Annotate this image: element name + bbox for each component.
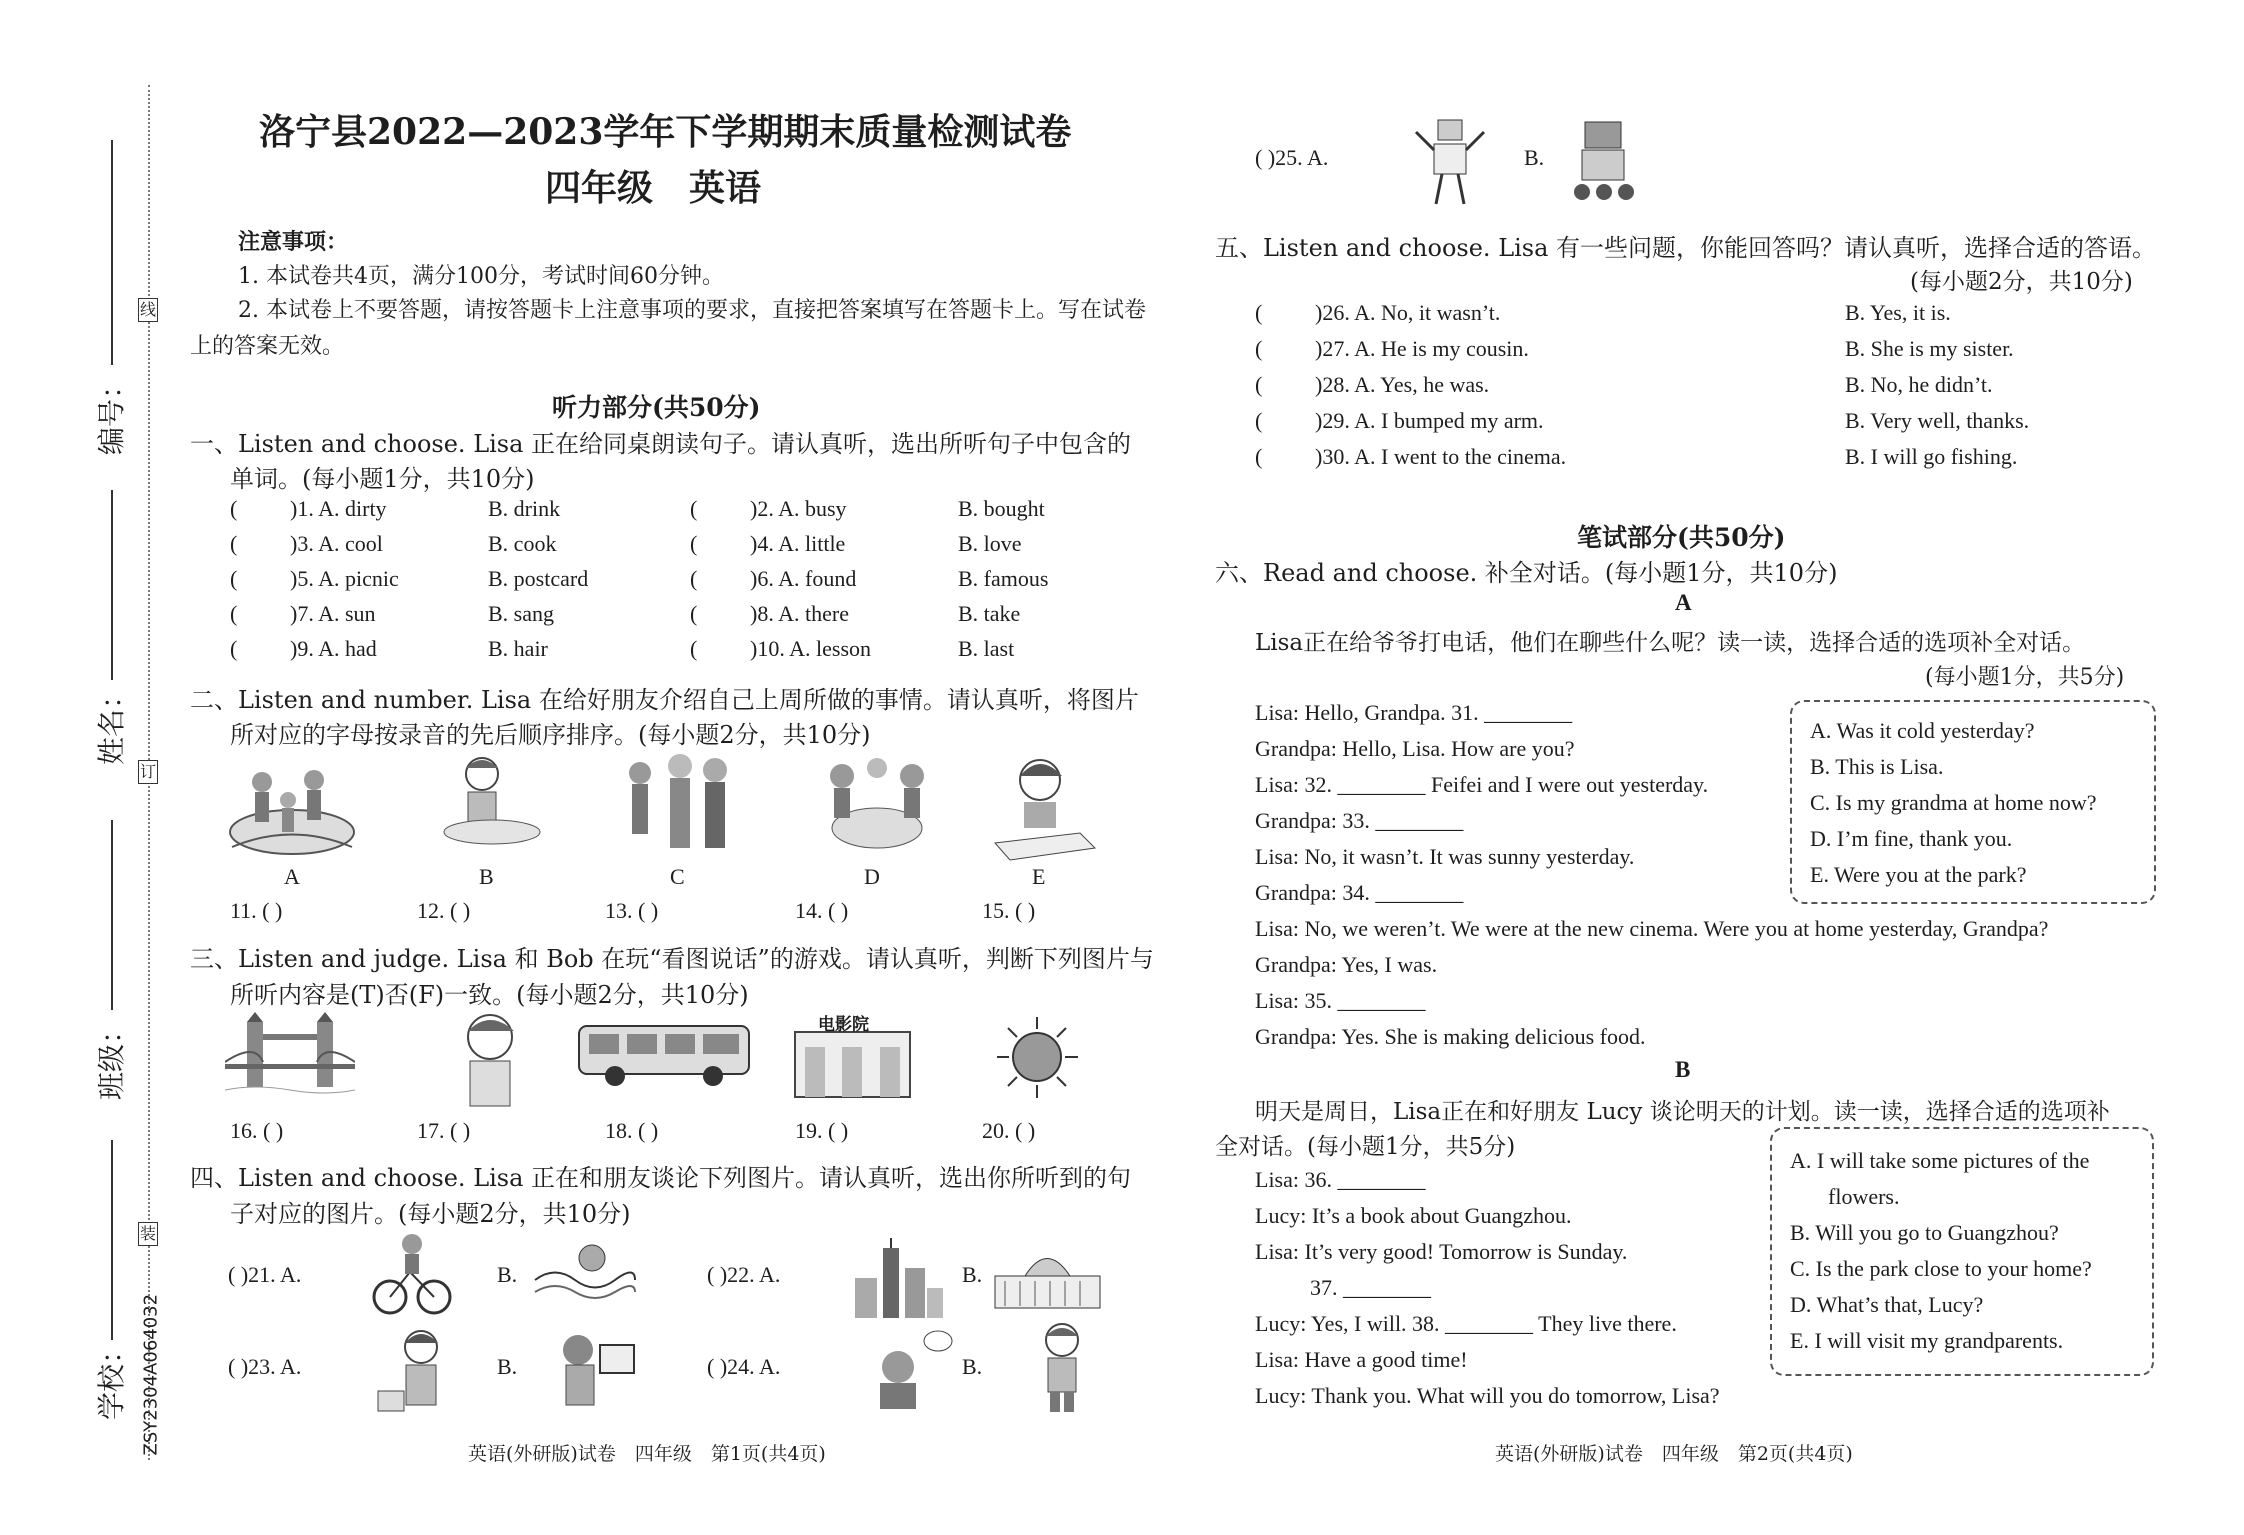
robot-wheels-illustration (1560, 118, 1650, 203)
paper-code: ZSY2304A064032 (140, 1293, 162, 1456)
girl-bag-illustration (376, 1325, 466, 1415)
s5-cell: B. She is my sister. (1845, 336, 2014, 361)
s2-answer-slot: 12. ( ) (417, 898, 471, 923)
sun-illustration (995, 1015, 1080, 1100)
dialogue-line: Grandpa: Yes. She is making delicious food. (1255, 1024, 1646, 1049)
dialogue-line: Lisa: Hello, Grandpa. 31. ________ (1255, 700, 1573, 725)
s1-cell: B. hair (488, 636, 548, 661)
dialogue-line: Lisa: It’s very good! Tomorrow is Sunday. (1255, 1239, 1628, 1264)
s2-answer-slot: 13. ( ) (605, 898, 659, 923)
s1-cell: B. sang (488, 601, 554, 626)
option-item: flowers. (1828, 1184, 1900, 1209)
option-item: C. Is my grandma at home now? (1810, 790, 2097, 815)
s1-cell: ( (690, 531, 698, 556)
q23-prefix: ( )23. A. (228, 1354, 302, 1379)
mark-line: 线 (138, 298, 158, 322)
class-label: 班级： (95, 1015, 128, 1100)
s1-cell: B. famous (958, 566, 1049, 591)
q22-b: B. (962, 1262, 983, 1287)
s1-cell: )6. A. found (750, 566, 857, 591)
capitol-building-illustration (990, 1236, 1105, 1311)
dialogue-line: Lisa: No, it wasn’t. It was sunny yesterday. (1255, 844, 1635, 869)
s2-instruction: 二、Listen and number. Lisa 在给好朋友介绍自己上周所做的事情。请认真听，将图片 (190, 686, 1139, 714)
s1-cell: ( (230, 566, 238, 591)
boy-thinking-illustration (860, 1325, 955, 1410)
girl-tv-illustration (548, 1325, 638, 1417)
s1-cell: ( (230, 531, 238, 556)
s2-answer-slot: 14. ( ) (795, 898, 849, 923)
option-item: C. Is the park close to your home? (1790, 1256, 2092, 1281)
q21-b: B. (497, 1262, 518, 1287)
s5-cell: B. Very well, thanks. (1845, 408, 2030, 433)
picnic-illustration (222, 752, 362, 862)
mark-order: 订 (138, 760, 158, 784)
s5-cell: ( (1255, 336, 1263, 361)
s2-picture-letter: A (284, 864, 300, 889)
children-playing-illustration (812, 748, 942, 868)
name-line (111, 490, 113, 680)
page-subtitle: 四年级 英语 (545, 167, 762, 209)
girl-writing-illustration (990, 748, 1100, 863)
bus-illustration (577, 1020, 752, 1090)
s5-cell: B. No, he didn’t. (1845, 372, 1993, 397)
s1-cell: ( (690, 601, 698, 626)
s2-picture-letter: E (1032, 864, 1046, 889)
footer-page-2: 英语(外研版)试卷 四年级 第2页(共4页) (1495, 1443, 1853, 1465)
name-label: 姓名： (95, 680, 128, 765)
s1-cell: B. bought (958, 496, 1045, 521)
dialogue-line: Lisa: 32. ________ Feifei and I were out yesterday. (1255, 772, 1709, 797)
family-illustration (610, 748, 740, 868)
dialogue-line: Grandpa: Yes, I was. (1255, 952, 1438, 977)
s1-instruction-2: 单词。(每小题1分，共10分) (230, 465, 535, 493)
s4-instruction: 四、Listen and choose. Lisa 正在和朋友谈论下列图片。请认真听，选出你所听到的句 (190, 1164, 1132, 1192)
s3-instruction-2: 所听内容是(T)否(F)一致。(每小题2分，共10分) (230, 981, 749, 1009)
s1-cell: )9. A. had (290, 636, 377, 661)
dialogue-line: Grandpa: 33. ________ (1255, 808, 1464, 833)
s5-cell: )29. A. I bumped my arm. (1315, 408, 1544, 433)
s2-instruction-2: 所对应的字母按录音的先后顺序排序。(每小题2分，共10分) (230, 721, 871, 749)
girl-painting-illustration (432, 752, 552, 852)
s3-answer-slot: 18. ( ) (605, 1118, 659, 1143)
listening-title: 听力部分(共50分) (552, 393, 761, 422)
s5-cell: )27. A. He is my cousin. (1315, 336, 1529, 361)
option-item: D. What’s that, Lucy? (1790, 1292, 1984, 1317)
q24-b: B. (962, 1354, 983, 1379)
s1-cell: ( (230, 601, 238, 626)
robot-dancing-illustration (1410, 112, 1490, 207)
q24-prefix: ( )24. A. (707, 1354, 781, 1379)
s1-cell: )10. A. lesson (750, 636, 871, 661)
swimming-illustration (530, 1240, 640, 1305)
option-item: B. This is Lisa. (1810, 754, 1944, 779)
page-title: 洛宁县2022—2023学年下学期期末质量检测试卷 (259, 111, 1072, 153)
s3-answer-slot: 17. ( ) (417, 1118, 471, 1143)
notice-item-1: 1. 本试卷共4页，满分100分，考试时间60分钟。 (238, 264, 724, 289)
writing-title: 笔试部分(共50分) (1577, 523, 1786, 552)
s1-cell: ( (230, 636, 238, 661)
s1-cell: )4. A. little (750, 531, 846, 556)
dialogue-line: Grandpa: 34. ________ (1255, 880, 1464, 905)
s1-instruction: 一、Listen and choose. Lisa 正在给同桌朗读句子。请认真听，选出所听句子中包含的 (190, 430, 1132, 458)
option-item: D. I’m fine, thank you. (1810, 826, 2013, 851)
s1-cell: B. love (958, 531, 1022, 556)
q22-prefix: ( )22. A. (707, 1262, 781, 1287)
s5-cell: )28. A. Yes, he was. (1315, 372, 1490, 397)
option-item: E. Were you at the park? (1810, 862, 2027, 887)
dialogue-line: Lisa: No, we weren’t. We were at the new cinema. Were you at home yesterday, Grandpa? (1255, 916, 2049, 941)
s1-cell: B. postcard (488, 566, 589, 591)
s1-cell: B. take (958, 601, 1021, 626)
q21-prefix: ( )21. A. (228, 1262, 302, 1287)
s1-cell: ( (690, 636, 698, 661)
s2-answer-slot: 15. ( ) (982, 898, 1036, 923)
s3-answer-slot: 20. ( ) (982, 1118, 1036, 1143)
s5-cell: )26. A. No, it wasn’t. (1315, 300, 1501, 325)
s1-cell: ( (690, 566, 698, 591)
s6-instruction: 六、Read and choose. 补全对话。(每小题1分，共10分) (1215, 559, 1838, 587)
s1-cell: )3. A. cool (290, 531, 383, 556)
s2-answer-slot: 11. ( ) (230, 898, 283, 923)
s6-part-b-label: B (1675, 1057, 1691, 1082)
boy-hurt-illustration (440, 1005, 550, 1115)
s2-picture-letter: C (670, 864, 685, 889)
s1-cell: )5. A. picnic (290, 566, 399, 591)
s5-cell: B. Yes, it is. (1845, 300, 1951, 325)
s5-cell: ( (1255, 372, 1263, 397)
s3-answer-slot: 16. ( ) (230, 1118, 284, 1143)
dialogue-line: Lisa: 36. ________ (1255, 1167, 1426, 1192)
footer-page-1: 英语(外研版)试卷 四年级 第1页(共4页) (468, 1443, 826, 1465)
s1-cell: ( (230, 496, 238, 521)
s1-cell: B. drink (488, 496, 561, 521)
s5-cell: ( (1255, 444, 1263, 469)
s3-answer-slot: 19. ( ) (795, 1118, 849, 1143)
class-line (111, 820, 113, 1010)
option-item: A. Was it cold yesterday? (1810, 718, 2035, 743)
s3-instruction: 三、Listen and judge. Lisa 和 Bob 在玩“看图说话”的游戏。请认真听，判断下列图片与 (190, 945, 1154, 973)
q23-b: B. (497, 1354, 518, 1379)
s5-instruction: 五、Listen and choose. Lisa 有一些问题，你能回答吗？请认真听，选择合适的答语。 (1215, 234, 2157, 262)
s5-score: (每小题2分，共10分) (1910, 269, 2133, 295)
tower-bridge-illustration (225, 1012, 355, 1097)
notice-heading: 注意事项： (238, 229, 349, 255)
s1-cell: B. last (958, 636, 1015, 661)
q25-prefix: ( )25. A. (1255, 145, 1329, 170)
s6-part-a-label: A (1675, 590, 1692, 615)
s1-cell: )1. A. dirty (290, 496, 387, 521)
s5-cell: )30. A. I went to the cinema. (1315, 444, 1567, 469)
cinema-sign: 电影院 (818, 1015, 869, 1035)
s1-cell: ( (690, 496, 698, 521)
s2-picture-letter: D (864, 864, 880, 889)
skyscraper-illustration (845, 1238, 945, 1318)
dialogue-line: Lisa: 35. ________ (1255, 988, 1426, 1013)
school-line (111, 1140, 113, 1340)
s5-cell: ( (1255, 408, 1263, 433)
mark-bind: 装 (138, 1222, 158, 1246)
s2-picture-letter: B (479, 864, 494, 889)
dialogue-line: 37. ________ (1310, 1275, 1431, 1300)
s5-cell: B. I will go fishing. (1845, 444, 2018, 469)
dialogue-line: Grandpa: Hello, Lisa. How are you? (1255, 736, 1575, 761)
s1-cell: )8. A. there (750, 601, 849, 626)
boy-cycling-illustration (372, 1232, 452, 1317)
notice-item-2-cont: 上的答案无效。 (190, 334, 345, 359)
s1-cell: )7. A. sun (290, 601, 376, 626)
s4-instruction-2: 子对应的图片。(每小题2分，共10分) (230, 1200, 631, 1228)
s1-cell: B. cook (488, 531, 557, 556)
school-label: 学校： (95, 1335, 128, 1420)
dialogue-line: Lucy: Thank you. What will you do tomorrow, Lisa? (1255, 1383, 1720, 1408)
boy-standing-illustration (1030, 1320, 1095, 1415)
q25-b: B. (1524, 145, 1545, 170)
s6-part-a-score: (每小题1分，共5分) (1925, 665, 2125, 690)
option-item: E. I will visit my grandparents. (1790, 1328, 2064, 1353)
number-line (111, 140, 113, 365)
number-label: 编号： (95, 370, 128, 455)
option-item: B. Will you go to Guangzhou? (1790, 1220, 2059, 1245)
s6-part-b-intro-2: 全对话。(每小题1分，共5分) (1215, 1134, 1516, 1160)
dialogue-line: Lucy: It’s a book about Guangzhou. (1255, 1203, 1572, 1228)
s5-cell: ( (1255, 300, 1263, 325)
s6-part-b-intro: 明天是周日，Lisa正在和好朋友 Lucy 谈论明天的计划。读一读，选择合适的选项补 (1255, 1099, 2110, 1125)
notice-item-2: 2. 本试卷上不要答题，请按答题卡上注意事项的要求，直接把答案填写在答题卡上。写在试卷 (238, 298, 1146, 323)
dialogue-line: Lucy: Yes, I will. 38. ________ They live there. (1255, 1311, 1677, 1336)
s6-part-a-intro: Lisa正在给爷爷打电话，他们在聊些什么呢？读一读，选择合适的选项补全对话。 (1255, 630, 2086, 656)
option-item: A. I will take some pictures of the (1790, 1148, 2090, 1173)
dialogue-line: Lisa: Have a good time! (1255, 1347, 1468, 1372)
s1-cell: )2. A. busy (750, 496, 847, 521)
